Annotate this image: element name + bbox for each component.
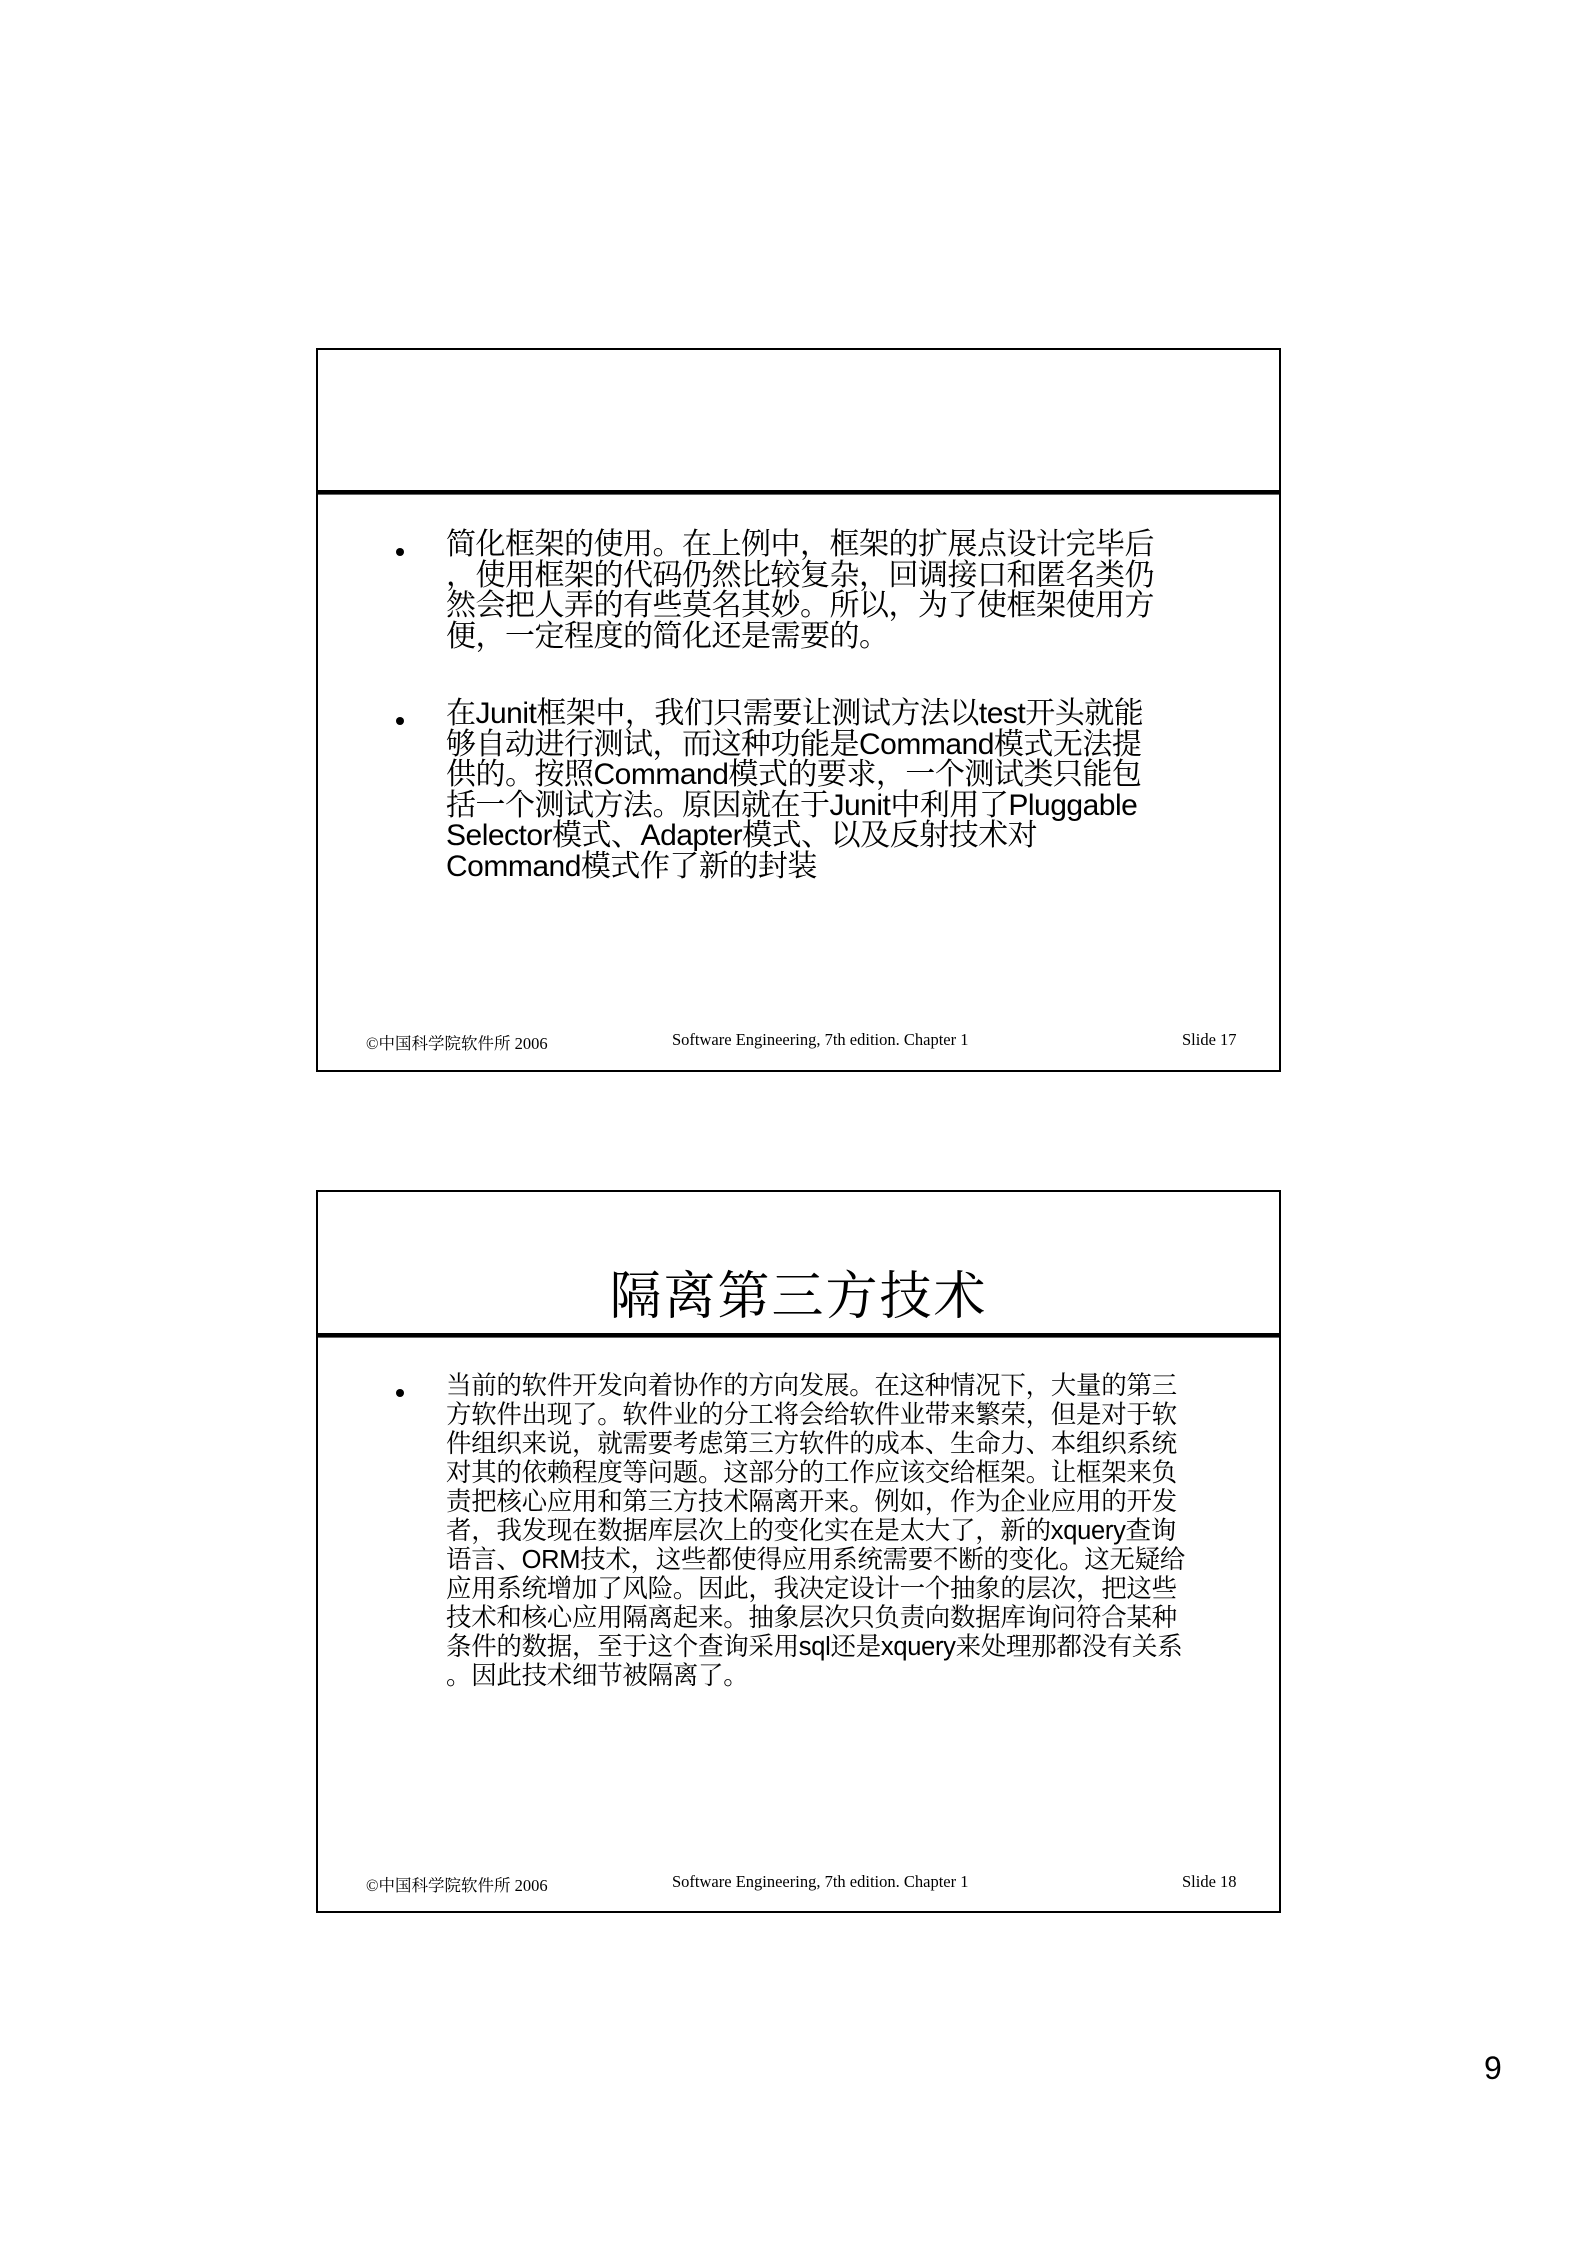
bullet-text <box>446 1372 1185 1691</box>
page-number: 9 <box>1484 2050 1502 2086</box>
footer-slide-number: Slide 18 <box>1182 1872 1237 1891</box>
text-line: 当前的软件开发向着协作的方向发展。在这种情况下，大量的第三 <box>446 1372 1177 1400</box>
slide-title: 隔离第三方技术 <box>609 1268 988 1326</box>
footer-course: Software Engineering, 7th edition. Chapter 1 <box>672 1030 969 1049</box>
text-line: 条件的数据，至于这个查询采用sql还是xquery来处理那都没有关系 <box>446 1633 1183 1661</box>
text-line: 供的。按照Command模式的要求，一个测试类只能包 <box>446 758 1142 791</box>
text-line: 件组织来说，就需要考虑第三方软件的成本、生命力、本组织系统 <box>446 1430 1177 1458</box>
text-line: 语言、ORM技术，这些都使得应用系统需要不断的变化。这无疑给 <box>446 1546 1185 1574</box>
bullet-icon <box>396 548 404 556</box>
bullet-icon <box>396 1389 404 1397</box>
title-separator <box>318 490 1279 495</box>
text-line: 够自动进行测试，而这种功能是Command模式无法提 <box>446 727 1142 761</box>
footer-copyright: ©中国科学院软件所 2006 <box>366 1034 548 1053</box>
text-line: ，使用框架的代码仍然比较复杂，回调接口和匿名类仍 <box>446 558 1154 592</box>
text-line: 应用系统增加了风险。因此，我决定设计一个抽象的层次，把这些 <box>446 1575 1177 1603</box>
text-line: 责把核心应用和第三方技术隔离开来。例如，作为企业应用的开发 <box>446 1488 1177 1516</box>
footer-course: Software Engineering, 7th edition. Chapter 1 <box>672 1872 969 1891</box>
text-line: 方软件出现了。软件业的分工将会给软件业带来繁荣，但是对于软 <box>446 1401 1177 1429</box>
footer-slide-number: Slide 17 <box>1182 1030 1237 1049</box>
text-line: 简化框架的使用。在上例中，框架的扩展点设计完毕后 <box>446 528 1154 561</box>
text-line: 然会把人弄的有些莫名其妙。所以，为了使框架使用方 <box>446 589 1154 622</box>
text-line: 括一个测试方法。原因就在于Junit中利用了Pluggable <box>446 788 1138 822</box>
text-line: 对其的依赖程度等问题。这部分的工作应该交给框架。让框架来负 <box>446 1459 1177 1487</box>
text-line: 者，我发现在数据库层次上的变化实在是太大了，新的xquery查询 <box>446 1517 1176 1545</box>
text-line: Command模式作了新的封装 <box>446 849 817 883</box>
bullet-text <box>446 530 1154 652</box>
text-line: Selector模式、Adapter模式、以及反射技术对 <box>446 819 1038 852</box>
text-line: 便，一定程度的简化还是需要的。 <box>446 619 889 653</box>
bullet-text <box>446 699 1143 882</box>
bullet-icon <box>396 717 404 725</box>
text-line: 技术和核心应用隔离起来。抽象层次只负责向数据库询问符合某种 <box>446 1604 1177 1632</box>
text-line: 在Junit框架中，我们只需要让测试方法以test开头就能 <box>446 697 1144 730</box>
slide-18 <box>316 1190 1281 1913</box>
slide-17 <box>316 348 1281 1072</box>
text-line: 。因此技术细节被隔离了。 <box>446 1662 749 1690</box>
footer-copyright: ©中国科学院软件所 2006 <box>366 1876 548 1895</box>
title-separator <box>318 1333 1279 1338</box>
